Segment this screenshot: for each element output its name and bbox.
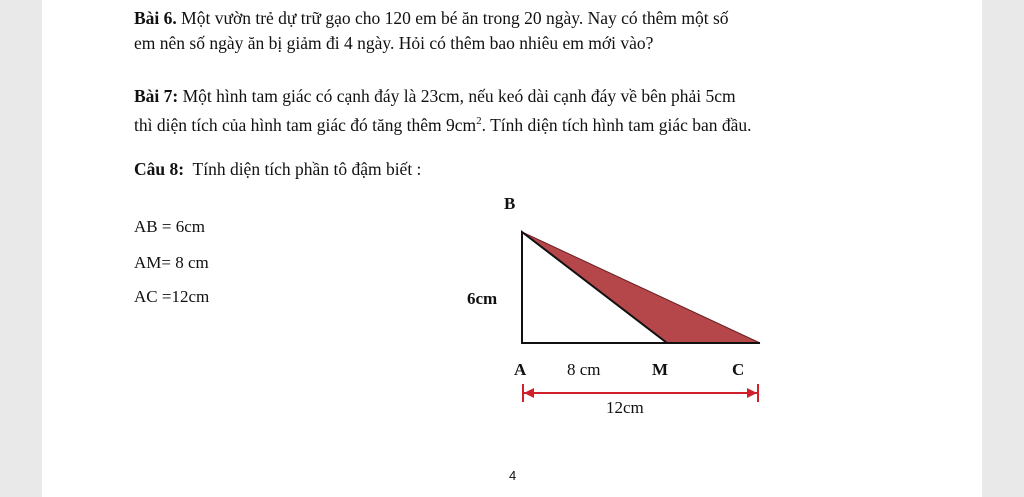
given-ac: AC =12cm (134, 287, 210, 306)
problem-7-label: Bài 7: (134, 86, 179, 106)
problem-6-line2: em nên số ngày ăn bị giảm đi 4 ngày. Hỏi có thêm bao nhiêu em mới vào? (134, 33, 654, 53)
problem-6-label: Bài 6. (134, 8, 177, 28)
problem-7-line2a: thì diện tích của hình tam giác đó tăng thêm 9cm (134, 114, 477, 135)
label-ac-length: 12cm (606, 398, 644, 417)
arrowhead-left (524, 388, 534, 398)
label-a: A (514, 360, 527, 379)
label-ab-length: 6cm (467, 289, 498, 308)
arrowhead-right (747, 388, 757, 398)
label-m: M (652, 360, 669, 379)
triangle-abm (522, 232, 667, 343)
page-number: 4 (509, 468, 517, 483)
question-8-label: Câu 8: (134, 159, 185, 179)
problem-6-line1: Một vườn trẻ dự trữ gạo cho 120 em bé ăn trong 20 ngày. Nay có thêm một số (176, 8, 729, 28)
label-b: B (504, 194, 516, 213)
problem-7-line1: Một hình tam giác có cạnh đáy là 23cm, nếu keó dài cạnh đáy về bên phải 5cm (178, 86, 736, 106)
given-am: AM= 8 cm (134, 253, 209, 272)
document-page (42, 0, 982, 497)
question-8-text: Tính diện tích phần tô đậm biết : (184, 159, 422, 179)
triangle-figure (42, 0, 982, 497)
problem-7-line2b: . Tính diện tích hình tam giác ban đầu. (481, 114, 752, 135)
label-c: C (732, 360, 745, 379)
given-ab: AB = 6cm (134, 217, 205, 236)
problem-7-superscript: 2 (476, 115, 482, 127)
label-am-length: 8 cm (567, 360, 601, 379)
